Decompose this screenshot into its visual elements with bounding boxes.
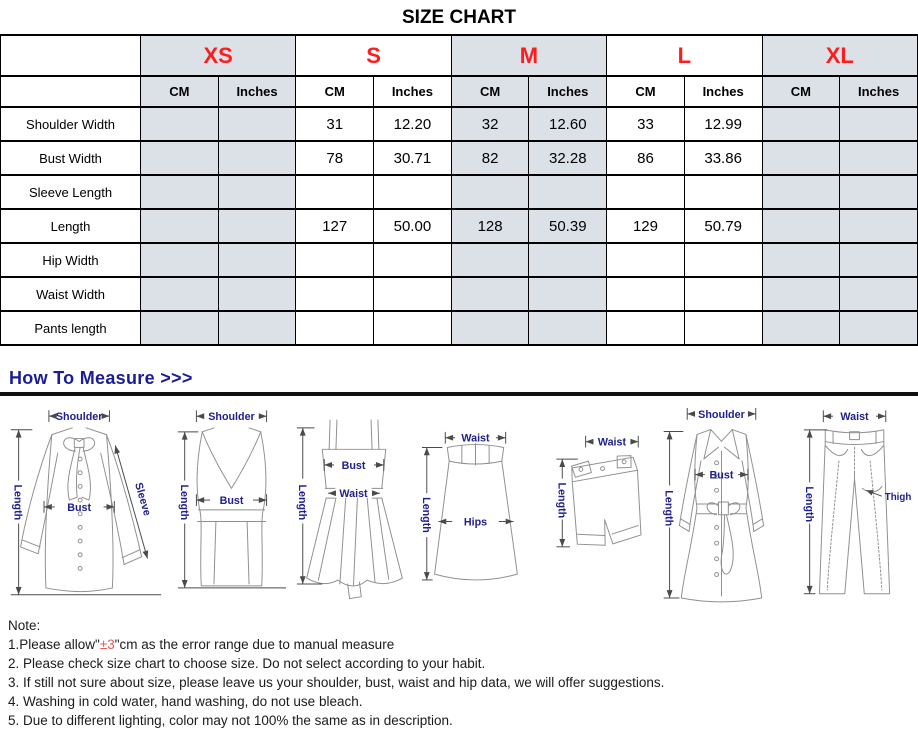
table-row-hip-width bbox=[1, 243, 918, 277]
unit-cell: Inches bbox=[529, 76, 607, 107]
notes-section bbox=[0, 608, 918, 730]
note-line-4: 4. Washing in cold water, hand washing, do not use bleach. bbox=[8, 694, 363, 709]
table-row-length bbox=[1, 209, 918, 243]
value-cell: 12.60 bbox=[529, 107, 607, 141]
unit-cell: CM bbox=[607, 76, 685, 107]
value-cell bbox=[840, 209, 918, 243]
dress-dimension-lines bbox=[297, 428, 384, 584]
value-cell: 32 bbox=[451, 107, 529, 141]
value-cell bbox=[141, 107, 219, 141]
pants-diagram bbox=[796, 400, 915, 606]
value-cell: 86 bbox=[607, 141, 685, 175]
shorts-waist-label: Waist bbox=[597, 436, 626, 449]
size-header-m: M bbox=[451, 35, 606, 76]
value-cell bbox=[840, 277, 918, 311]
value-cell bbox=[141, 311, 219, 345]
value-cell bbox=[451, 243, 529, 277]
how-to-measure-heading: How To Measure >>> bbox=[9, 368, 193, 388]
shorts-dimension-lines bbox=[556, 436, 638, 547]
value-cell bbox=[451, 311, 529, 345]
pants-thigh-label: Thigh bbox=[884, 492, 912, 504]
blouse-diagram bbox=[3, 400, 169, 606]
value-cell bbox=[684, 243, 762, 277]
skirt-hips-label: Hips bbox=[463, 516, 488, 529]
value-cell bbox=[141, 277, 219, 311]
blouse-length-label: Length bbox=[11, 484, 24, 521]
value-cell: 82 bbox=[451, 141, 529, 175]
dress-bust-label: Bust bbox=[341, 459, 366, 472]
value-cell: 50.79 bbox=[684, 209, 762, 243]
dress-waist-label: Waist bbox=[339, 488, 368, 501]
value-cell bbox=[296, 277, 374, 311]
tank-bust-label: Bust bbox=[219, 494, 244, 507]
dress-outline bbox=[307, 420, 403, 599]
value-cell bbox=[684, 175, 762, 209]
coat-shoulder-label: Shoulder bbox=[698, 408, 746, 421]
value-cell bbox=[141, 175, 219, 209]
value-cell bbox=[218, 209, 296, 243]
value-cell bbox=[529, 311, 607, 345]
value-cell bbox=[374, 243, 452, 277]
value-cell bbox=[762, 311, 840, 345]
measure-diagrams bbox=[0, 396, 918, 608]
coat-length-label: Length bbox=[662, 490, 675, 527]
value-cell bbox=[840, 311, 918, 345]
value-cell: 12.99 bbox=[684, 107, 762, 141]
value-cell bbox=[374, 175, 452, 209]
value-cell bbox=[218, 243, 296, 277]
row-label: Hip Width bbox=[1, 243, 141, 277]
value-cell bbox=[218, 141, 296, 175]
value-cell bbox=[607, 175, 685, 209]
value-cell: 128 bbox=[451, 209, 529, 243]
note-line-3: 3. If still not sure about size, please leave us your shoulder, bust, waist and hip data, we will offer suggestions. bbox=[8, 675, 665, 690]
tank-top-diagram bbox=[173, 400, 290, 606]
row-label: Bust Width bbox=[1, 141, 141, 175]
size-header-s: S bbox=[296, 35, 451, 76]
table-row-shoulder-width bbox=[1, 107, 918, 141]
value-cell bbox=[218, 277, 296, 311]
pants-length-label: Length bbox=[802, 486, 815, 523]
unit-cell: CM bbox=[762, 76, 840, 107]
value-cell bbox=[141, 243, 219, 277]
note-line-1 bbox=[8, 635, 910, 654]
value-cell bbox=[451, 175, 529, 209]
skirt-dimension-lines bbox=[419, 432, 514, 580]
value-cell bbox=[529, 243, 607, 277]
value-cell bbox=[840, 107, 918, 141]
skirt-outline bbox=[435, 444, 518, 580]
unit-cell: Inches bbox=[218, 76, 296, 107]
value-cell: 33 bbox=[607, 107, 685, 141]
value-cell bbox=[684, 311, 762, 345]
shorts-outline bbox=[563, 453, 647, 550]
table-row-pants-length bbox=[1, 311, 918, 345]
note-1-post: "cm as the error range due to manual measure bbox=[114, 637, 395, 652]
value-cell bbox=[762, 175, 840, 209]
value-cell: 30.71 bbox=[374, 141, 452, 175]
value-cell bbox=[529, 277, 607, 311]
unit-cell: Inches bbox=[840, 76, 918, 107]
value-cell: 50.00 bbox=[374, 209, 452, 243]
value-cell bbox=[607, 311, 685, 345]
unit-cell: CM bbox=[451, 76, 529, 107]
size-header-row bbox=[1, 35, 918, 76]
table-row-waist-width bbox=[1, 277, 918, 311]
row-label: Shoulder Width bbox=[1, 107, 141, 141]
note-1-pre: 1.Please allow" bbox=[8, 637, 100, 652]
value-cell: 33.86 bbox=[684, 141, 762, 175]
value-cell: 50.39 bbox=[529, 209, 607, 243]
value-cell: 129 bbox=[607, 209, 685, 243]
coat-diagram bbox=[650, 400, 792, 606]
value-cell bbox=[296, 311, 374, 345]
pants-dimension-lines bbox=[804, 410, 886, 593]
value-cell bbox=[840, 175, 918, 209]
corner-cell bbox=[1, 35, 141, 76]
corner-cell bbox=[1, 76, 141, 107]
note-line-5: 5. Due to different lighting, color may not 100% the same as in description. bbox=[8, 713, 453, 728]
value-cell bbox=[218, 175, 296, 209]
skirt-length-label: Length bbox=[419, 497, 432, 533]
value-cell bbox=[141, 141, 219, 175]
size-header-l: L bbox=[607, 35, 762, 76]
value-cell bbox=[374, 277, 452, 311]
blouse-bust-label: Bust bbox=[67, 501, 92, 514]
value-cell bbox=[762, 141, 840, 175]
dress-diagram bbox=[293, 400, 415, 606]
value-cell bbox=[451, 277, 529, 311]
value-cell bbox=[296, 243, 374, 277]
unit-cell: Inches bbox=[374, 76, 452, 107]
value-cell: 31 bbox=[296, 107, 374, 141]
value-cell bbox=[684, 277, 762, 311]
blouse-shoulder-label: Shoulder bbox=[55, 411, 103, 423]
size-header-xs: XS bbox=[141, 35, 296, 76]
value-cell: 127 bbox=[296, 209, 374, 243]
value-cell bbox=[218, 311, 296, 345]
tank-shoulder-label: Shoulder bbox=[207, 411, 255, 424]
size-header-xl: XL bbox=[762, 35, 918, 76]
value-cell: 12.20 bbox=[374, 107, 452, 141]
value-cell bbox=[607, 277, 685, 311]
row-label: Length bbox=[1, 209, 141, 243]
page-title: SIZE CHART bbox=[402, 7, 516, 28]
skirt-waist-label: Waist bbox=[461, 432, 490, 445]
skirt-diagram bbox=[419, 400, 531, 606]
value-cell bbox=[762, 107, 840, 141]
table-row-sleeve-length bbox=[1, 175, 918, 209]
value-cell bbox=[529, 175, 607, 209]
shorts-diagram bbox=[535, 400, 647, 606]
tank-length-label: Length bbox=[177, 484, 190, 521]
pants-outline bbox=[819, 430, 889, 594]
row-label: Pants length bbox=[1, 311, 141, 345]
table-row-bust-width bbox=[1, 141, 918, 175]
value-cell bbox=[607, 243, 685, 277]
unit-cell: CM bbox=[141, 76, 219, 107]
row-label: Waist Width bbox=[1, 277, 141, 311]
value-cell bbox=[762, 209, 840, 243]
note-line-2: 2. Please check size chart to choose size. Do not select according to your habit. bbox=[8, 656, 486, 671]
value-cell bbox=[840, 243, 918, 277]
value-cell bbox=[762, 243, 840, 277]
size-chart-table bbox=[0, 34, 918, 346]
dress-length-label: Length bbox=[296, 484, 309, 521]
coat-outline bbox=[680, 430, 764, 602]
value-cell bbox=[141, 209, 219, 243]
tolerance-value: ±3 bbox=[99, 637, 115, 652]
pants-waist-label: Waist bbox=[840, 411, 869, 424]
value-cell bbox=[218, 107, 296, 141]
value-cell: 78 bbox=[296, 141, 374, 175]
value-cell bbox=[374, 311, 452, 345]
value-cell bbox=[762, 277, 840, 311]
unit-cell: Inches bbox=[684, 76, 762, 107]
value-cell: 32.28 bbox=[529, 141, 607, 175]
shorts-length-label: Length bbox=[554, 482, 567, 519]
blouse-sleeve-label: Sleeve bbox=[132, 481, 154, 518]
unit-header-row bbox=[1, 76, 918, 107]
value-cell bbox=[296, 175, 374, 209]
coat-bust-label: Bust bbox=[709, 469, 734, 482]
notes-heading: Note: bbox=[8, 618, 41, 633]
value-cell bbox=[840, 141, 918, 175]
row-label: Sleeve Length bbox=[1, 175, 141, 209]
unit-cell: CM bbox=[296, 76, 374, 107]
